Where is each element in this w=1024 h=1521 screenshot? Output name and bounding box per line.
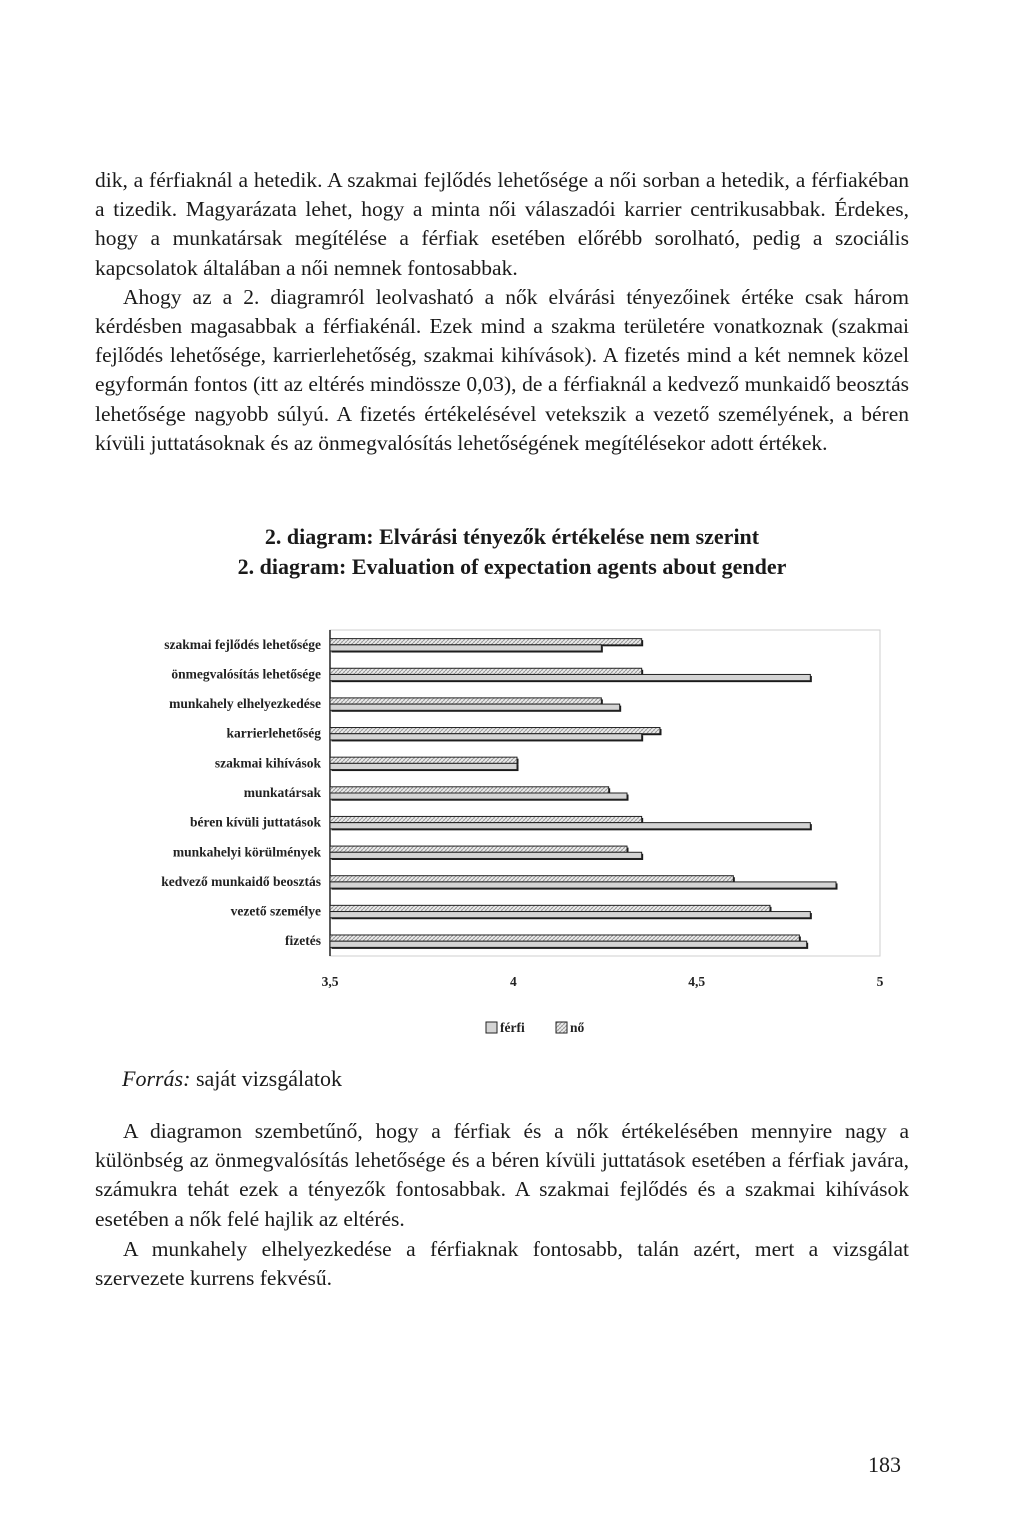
bar-férfi-4 [330,763,517,769]
bar-nő-9 [330,905,770,911]
category-label: önmegvalósítás lehetősége [171,666,321,682]
bar-férfi-10 [330,941,807,947]
x-tick-label: 5 [876,974,884,989]
source-text: saját vizsgálatok [195,1066,342,1091]
paragraph-conclusion: A diagramon szembetűnő, hogy a férfiak és a nők értékelésében mennyire nagy a különbség az önmegvalósítás lehetősége és a béren kívüli juttatások esetében a férfiak javára, számukra tehát ezek a tényezők fontosabbak. A szakmai fejlődés és a szakmai kihívások esetében a nők felé hajlik az eltérés. [95,1119,909,1231]
bars-group [330,639,838,949]
legend-label-ferfi: férfi [500,1020,525,1035]
bar-nő-6 [330,816,642,822]
category-labels [161,637,321,948]
legend [486,1020,585,1035]
legend-swatch-no [556,1022,567,1033]
page-number: 183 [868,1452,901,1477]
bar-férfi-5 [330,793,627,799]
bar-férfi-9 [330,912,810,918]
x-tick-labels [322,974,884,989]
source-note [122,1066,342,1092]
caption-hungarian: 2. diagram: Elvárási tényezők értékelése nem szerint [264,524,760,549]
bar-chart [0,600,1024,1055]
source-label: Forrás: [122,1066,191,1091]
bar-nő-4 [330,757,517,763]
paragraph-intro-text: dik, a férfiaknál a hetedik. A szakmai fejlődés lehetősége a női sorban a hetedik, a férfiakéban a tizedik. Magyarázata lehet, hogy a minta női válaszadói karrier centrikusabbak. Érdekes, hogy a munkatársak megítélése a férfiak esetében előrébb sorolható, pedig a szociális kapcsolatok általában a női nemnek fontosabbak. [95,168,909,280]
bar-férfi-2 [330,704,620,710]
paragraph-intro [95,166,909,458]
category-label: munkahely elhelyezkedése [169,696,321,712]
bar-nő-0 [330,639,642,645]
legend-swatch-ferfi [486,1022,497,1033]
category-label: fizetés [285,933,321,949]
bar-férfi-1 [330,674,810,680]
bar-nő-1 [330,668,642,674]
category-label: béren kívüli juttatások [189,814,321,830]
bar-férfi-6 [330,823,810,829]
bar-nő-5 [330,787,609,793]
category-label: munkatársak [243,785,321,800]
figure-caption [0,522,1024,582]
bar-nő-3 [330,728,660,734]
category-label: karrierlehetőség [226,725,321,741]
category-label: vezető személye [230,903,321,919]
category-label: szakmai fejlődés lehetősége [164,636,321,652]
paragraph-location: A munkahely elhelyezkedése a férfiaknak fontosabb, talán azért, mert a vizsgálat szervezete kurrens fekvésű. [95,1237,909,1291]
bar-nő-7 [330,846,627,852]
paragraph-diagram-description: Ahogy az a 2. diagramról leolvasható a nők elvárási tényezőinek értéke csak három kérdésben magasabbak a férfiakénál. Ezek mind a szakma területére vonatkoznak (szakmai fejlődés lehetősége, karrierlehetőség, szakmai kihívások). A fizetés mind a két nemnek közel egyformán fontos (itt az eltérés mindössze 0,03), de a férfiaknál a kedvező munkaidő beosztás lehetősége nagyobb súlyú. A fizetés értékelésével vetekszik a vezető személyének, a béren kívüli juttatásoknak és az önmegvalósítás lehetőségének megítélésekor adott értékek. [95,284,909,455]
bar-nő-10 [330,935,799,941]
category-label: munkahelyi körülmények [172,844,321,860]
bar-férfi-0 [330,645,601,651]
legend-label-no: nő [570,1020,585,1035]
x-tick-label: 4,5 [688,974,706,989]
bar-nő-8 [330,876,733,882]
bar-férfi-8 [330,882,836,888]
bar-férfi-7 [330,852,642,858]
category-label: szakmai kihívások [214,755,321,771]
x-tick-label: 4 [509,974,517,989]
category-label: kedvező munkaidő beosztás [161,873,321,889]
bar-nő-2 [330,698,601,704]
bar-férfi-3 [330,734,642,740]
caption-english: 2. diagram: Evaluation of expectation agents about gender [237,554,787,579]
x-tick-label: 3,5 [321,974,339,989]
